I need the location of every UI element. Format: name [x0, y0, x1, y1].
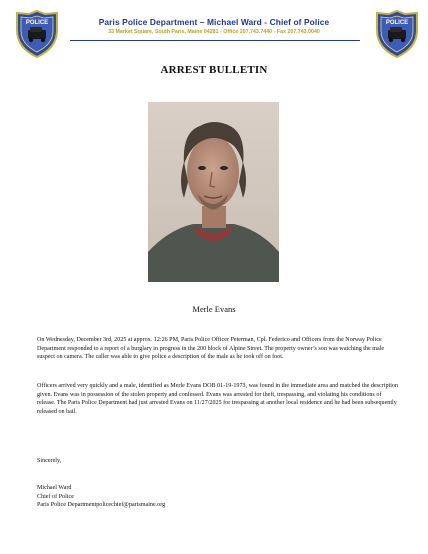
signature-block	[37, 484, 165, 510]
svg-text:POLICE: POLICE	[385, 20, 409, 26]
department-line: Paris Police Department – Michael Ward - Chief of Police	[98, 17, 330, 27]
header-divider	[70, 40, 360, 41]
closing: Sincerely,	[37, 458, 62, 464]
signer-contact: Paris Police Departmentpolicechief@parismaine.org	[37, 502, 166, 508]
police-badge-icon	[374, 10, 420, 58]
suspect-photo	[148, 102, 279, 282]
police-badge-icon	[14, 10, 60, 58]
letterhead	[0, 0, 428, 58]
signer-title: Chief of Police	[37, 493, 74, 500]
signer-name: Michael Ward	[37, 485, 72, 491]
suspect-name: Merle Evans	[192, 304, 236, 314]
arrest-paragraph: Officers arrived very quickly and a male, identified as Merle Evans DOB 01-19-1973, was found in the immediate area and matched the description given. Evans was in possession of the stolen property and confessed. Evans was arrested for theft, trespassing, and violating his conditions of release. The Paris Police Department had just arrested Evans on 11/27/2025 for trespassing at another local residence and he had been subsequently released on bail.	[37, 383, 398, 416]
bulletin-title: ARREST BULLETIN	[160, 64, 268, 76]
incident-paragraph: On Wednesday, December 3rd, 2025 at approx. 12:26 PM, Paris Police Officer Peterman, Cpl. Federico and Officers from the Norway Police Department responded to a report of a burglary in progress in the 200 block of Alpine Street. The property owner’s son was watching the male suspect on camera. The caller was able to give police a description of the male as he took off on foot.	[37, 337, 385, 361]
svg-text:POLICE: POLICE	[25, 20, 49, 26]
address-line: 33 Market Square, South Paris, Maine 04281 - Office 207.743.7440 - Fax 207.743.0040	[108, 29, 320, 35]
